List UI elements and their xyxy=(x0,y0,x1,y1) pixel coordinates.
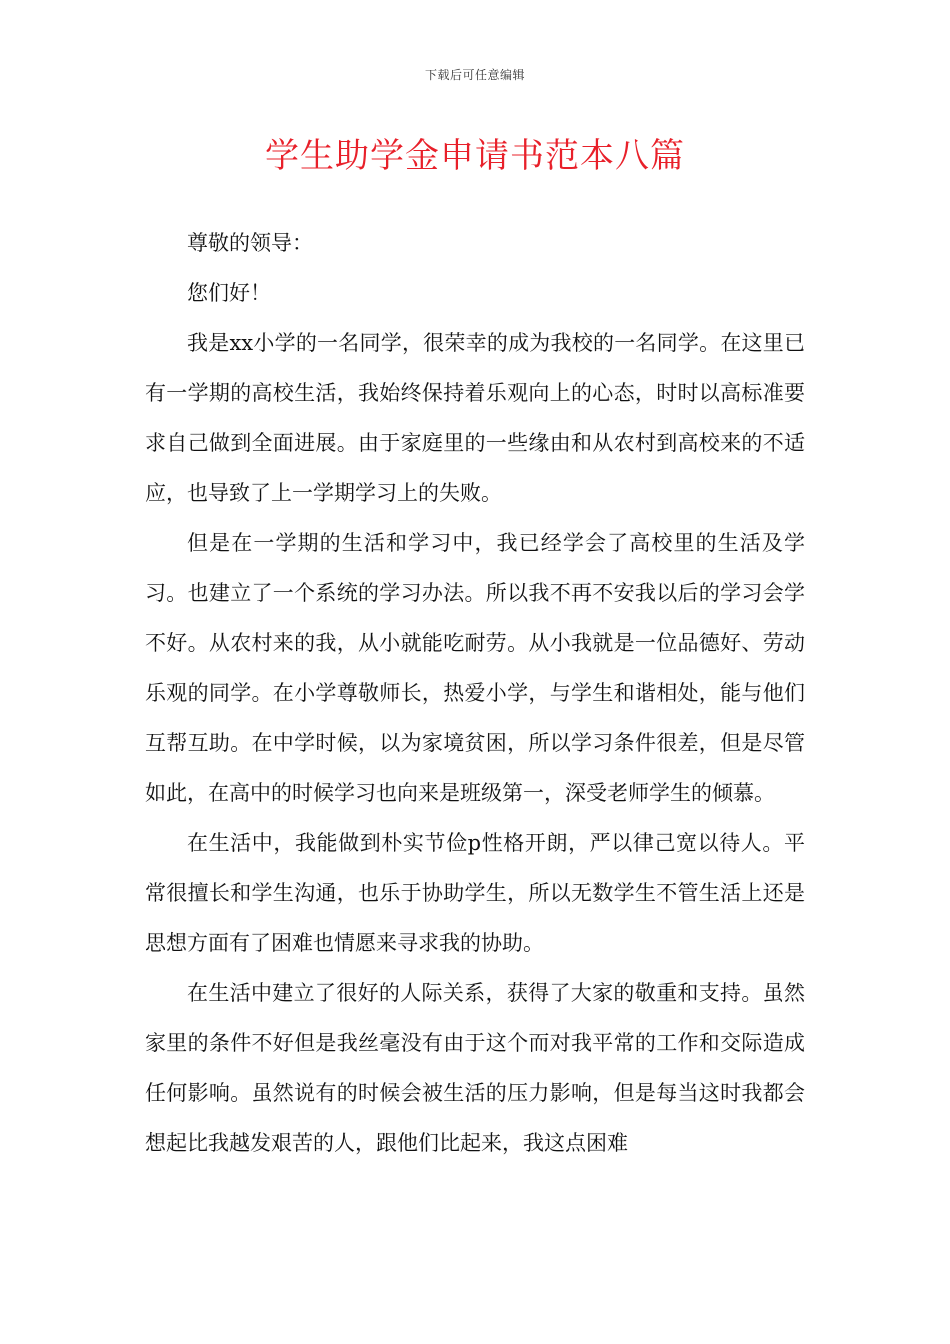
greeting: 您们好！ xyxy=(187,281,271,305)
body-paragraph: 在生活中，我能做到朴实节俭p性格开朗，严以律己宽以待人。平常很擅长和学生沟通，也乐于协助学生，所以无数学生不管生活上还是思想方面有了困难也情愿来寻求我的协助。 xyxy=(145,831,805,955)
header-note: 下载后可任意编辑 xyxy=(424,68,525,82)
body-paragraph: 我是xx小学的一名同学，很荣幸的成为我校的一名同学。在这里已有一学期的高校生活，我始终保持着乐观向上的心态，时时以高标准要求自己做到全面进展。由于家庭里的一些缘由和从农村到高校来的不适应，也导致了上一学期学习上的失败。 xyxy=(145,331,805,505)
body-paragraph: 在生活中建立了很好的人际关系，获得了大家的敬重和支持。虽然家里的条件不好但是我丝毫没有由于这个而对我平常的工作和交际造成任何影响。虽然说有的时候会被生活的压力影响，但是每当这时我都会想起比我越发艰苦的人，跟他们比起来，我这点困难 xyxy=(145,981,805,1155)
document-title: 学生助学金申请书范本八篇 xyxy=(265,136,685,176)
body-paragraph: 但是在一学期的生活和学习中，我已经学会了高校里的生活及学习。也建立了一个系统的学习办法。所以我不再不安我以后的学习会学不好。从农村来的我，从小就能吃耐劳。从小我就是一位品德好、劳动乐观的同学。在小学尊敬师长，热爱小学，与学生和谐相处，能与他们互帮互助。在中学时候，以为家境贫困，所以学习条件很差，但是尽管如此，在高中的时候学习也向来是班级第一，深受老师学生的倾慕。 xyxy=(145,531,805,805)
salutation: 尊敬的领导： xyxy=(187,231,313,255)
document-body xyxy=(145,218,805,1168)
